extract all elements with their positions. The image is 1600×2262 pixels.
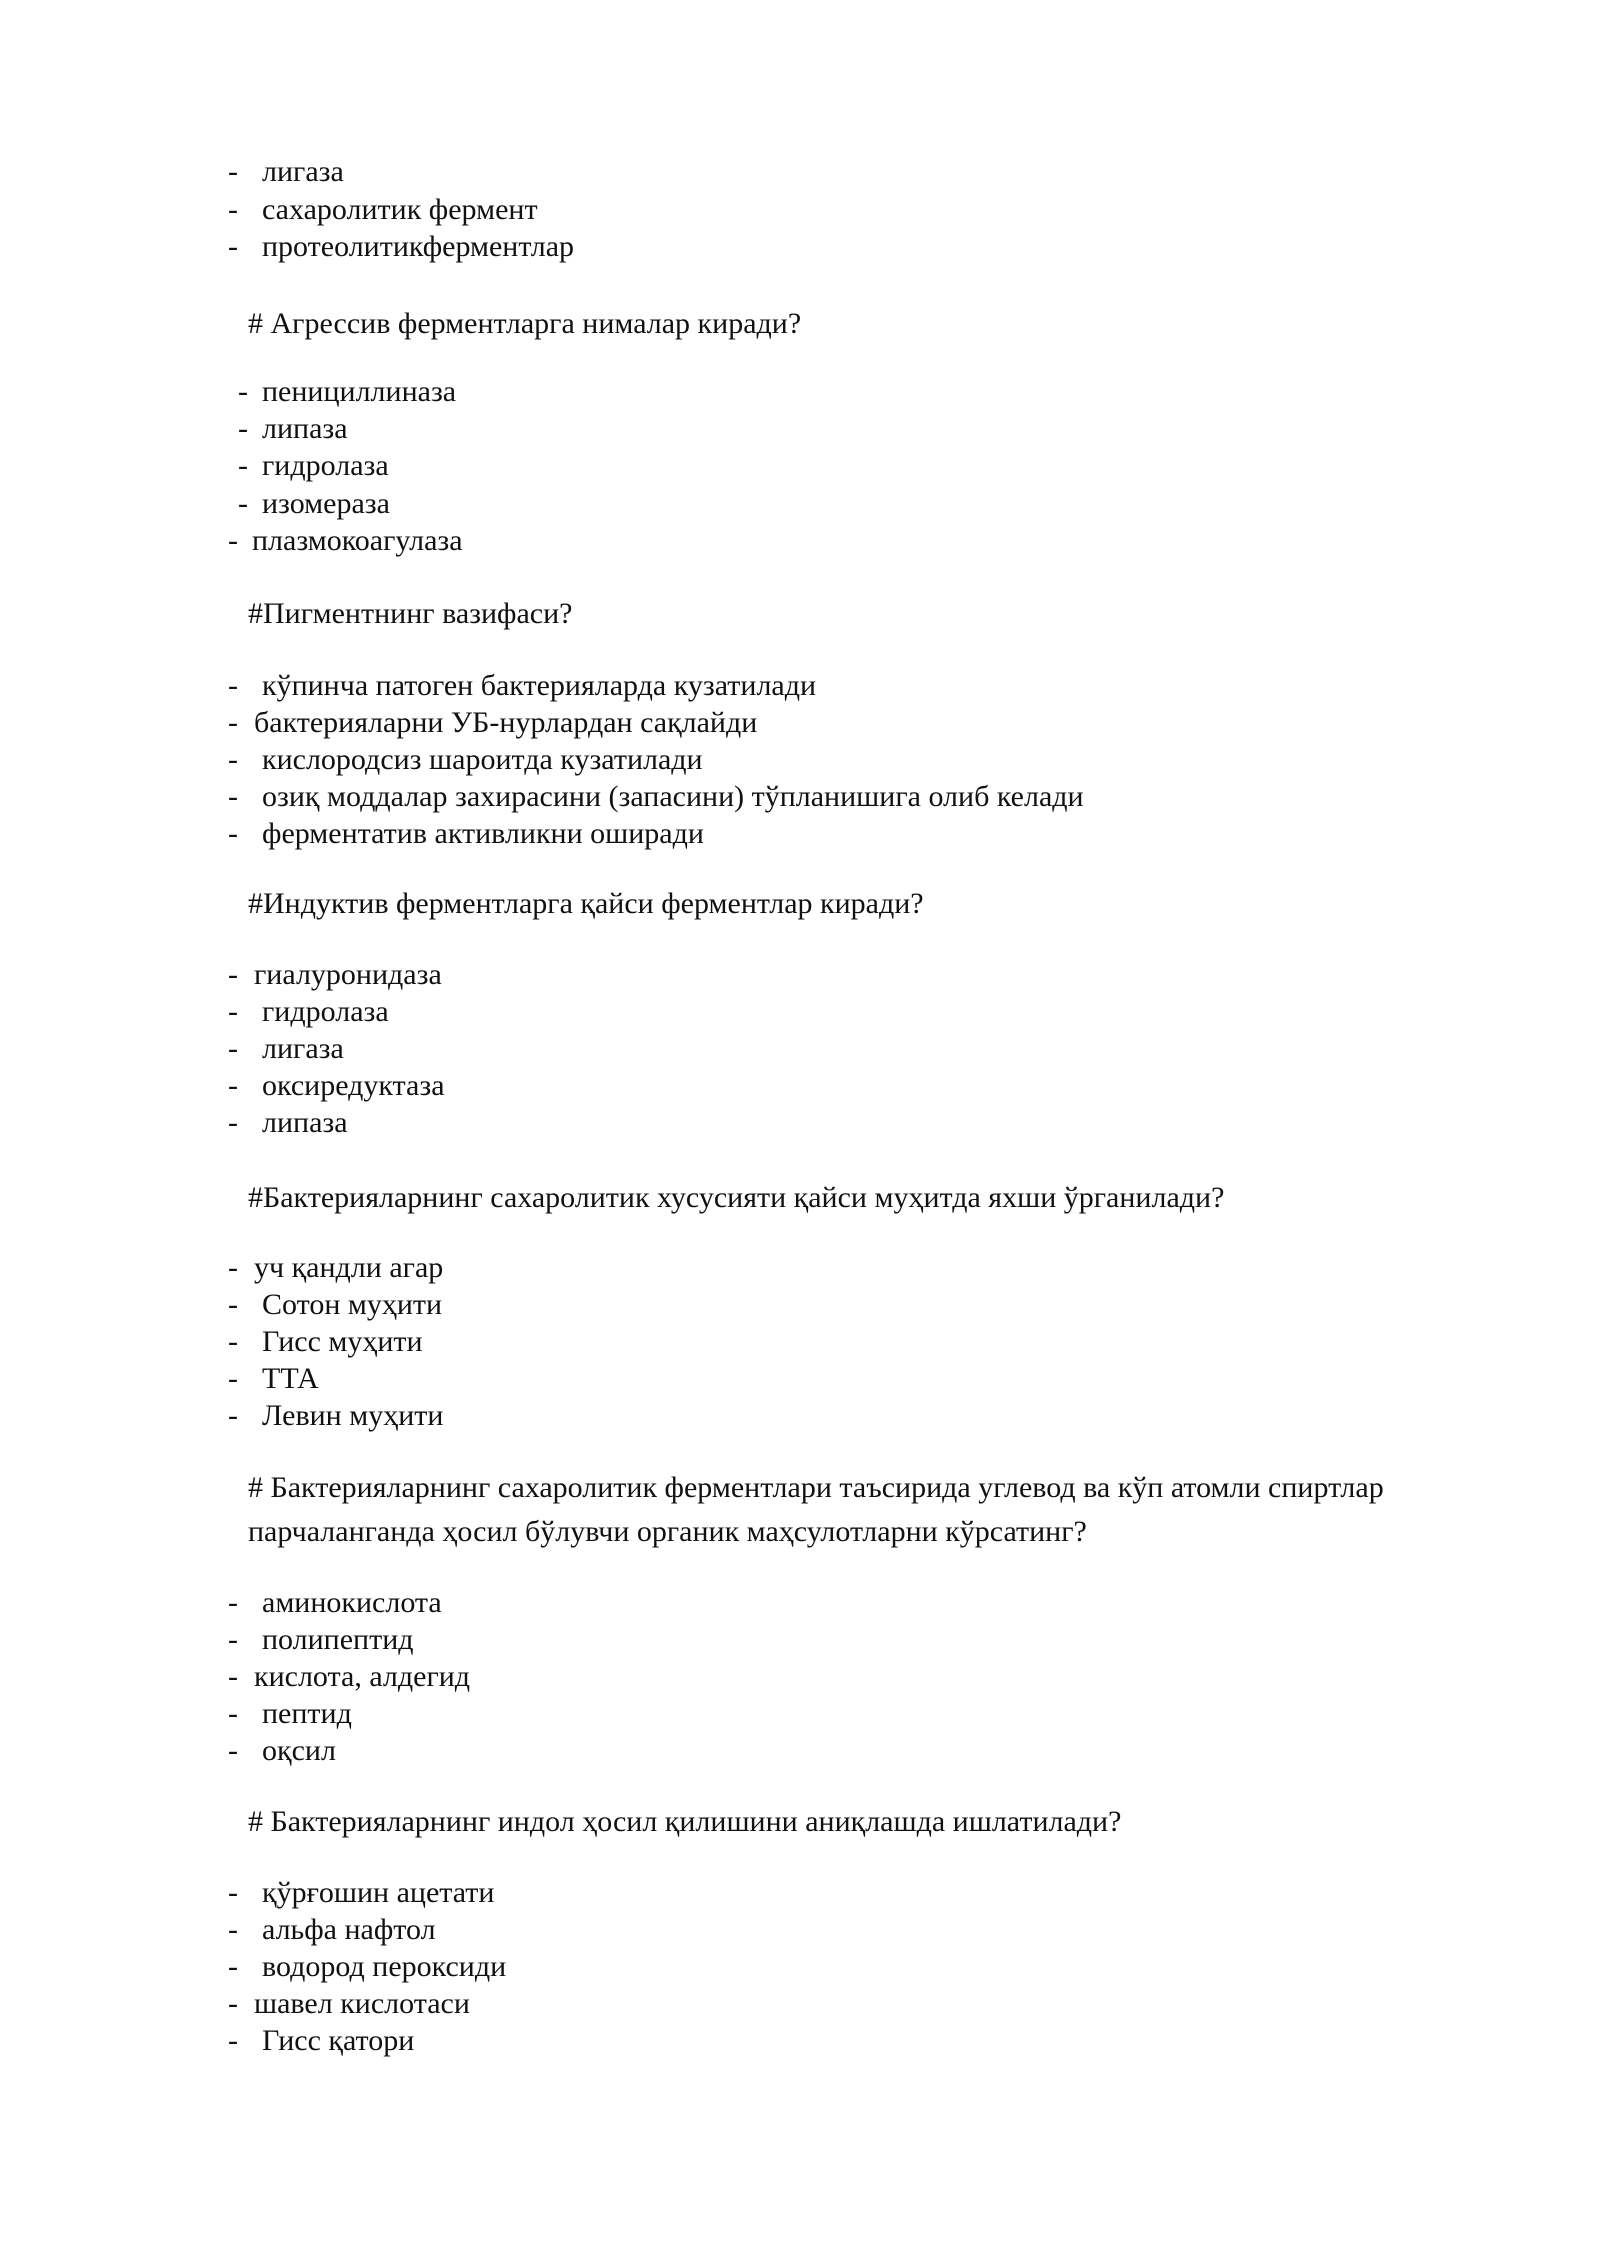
option-line	[228, 1068, 445, 1104]
option-line	[228, 1324, 423, 1360]
option-text: ТТА	[262, 1362, 319, 1395]
option-dash: -	[228, 230, 238, 263]
option-text: уч қандли агар	[254, 1251, 444, 1284]
option-text: протеолитикферментлар	[262, 230, 575, 263]
option-line	[228, 1287, 442, 1323]
option-dash: -	[228, 817, 238, 850]
question-text: #Индуктив ферментларга қайси ферментлар киради?	[248, 887, 924, 920]
option-line	[228, 1361, 319, 1397]
option-line	[228, 1875, 494, 1911]
option-line	[228, 1250, 443, 1286]
option-text: сахаролитик фермент	[262, 193, 538, 226]
option-text: гидролаза	[262, 995, 389, 1028]
option-dash: -	[228, 1913, 238, 1946]
option-text: шавел кислотаси	[254, 1987, 470, 2020]
option-text: озиқ моддалар захирасини (запасини) тўпланишига олиб келади	[262, 780, 1084, 813]
option-text: қўрғошин ацетати	[262, 1876, 495, 1909]
option-line	[228, 705, 757, 741]
option-text: полипептид	[262, 1623, 414, 1656]
option-text: пенициллиназа	[262, 375, 457, 408]
option-line	[228, 1031, 344, 1067]
option-dash: -	[228, 1876, 238, 1909]
option-text: гиалуронидаза	[254, 958, 442, 991]
option-line	[228, 1585, 442, 1621]
option-line	[228, 1986, 470, 2022]
option-line	[228, 1105, 348, 1141]
option-dash: -	[228, 1032, 238, 1065]
option-line	[238, 448, 389, 484]
option-dash: -	[228, 706, 238, 739]
option-dash: -	[228, 1325, 238, 1358]
option-text: ферментатив активликни оширади	[262, 817, 704, 850]
option-dash: -	[228, 1586, 238, 1619]
option-dash: -	[228, 1623, 238, 1656]
option-dash: -	[228, 1251, 238, 1284]
option-dash: -	[228, 1288, 238, 1321]
option-dash: -	[228, 1734, 238, 1767]
option-text: кислота, алдегид	[254, 1660, 471, 1693]
option-dash: -	[228, 1362, 238, 1395]
option-text: кўпинча патоген бактерияларда кузатилади	[262, 669, 817, 702]
option-text: Гисс қатори	[262, 2024, 415, 2057]
option-line	[228, 1949, 506, 1985]
option-dash: -	[238, 487, 248, 520]
option-dash: -	[238, 412, 248, 445]
option-line	[228, 1912, 436, 1948]
option-text: кислородсиз шароитда кузатилади	[262, 743, 703, 776]
option-dash: -	[228, 669, 238, 702]
question-text: #Пигментнинг вазифаси?	[248, 597, 573, 630]
option-text: бактерияларни УБ-нурлардан сақлайди	[254, 706, 758, 739]
option-line	[238, 486, 390, 522]
option-dash: -	[228, 1069, 238, 1102]
option-line	[228, 2023, 414, 2059]
option-line	[228, 742, 703, 778]
option-line	[238, 411, 348, 447]
option-dash: -	[228, 958, 238, 991]
option-line	[228, 1659, 470, 1695]
option-dash: -	[228, 743, 238, 776]
option-text: оқсил	[262, 1734, 336, 1767]
option-text: оксиредуктаза	[262, 1069, 445, 1102]
option-line	[228, 957, 442, 993]
option-text: плазмокоагулаза	[252, 524, 463, 557]
option-text: липаза	[262, 412, 348, 445]
option-dash: -	[228, 155, 238, 188]
option-line	[228, 1696, 352, 1732]
option-dash: -	[238, 375, 248, 408]
option-text: Сотон муҳити	[262, 1288, 443, 1321]
option-text: лигаза	[262, 155, 344, 188]
option-line	[238, 374, 456, 410]
question-text: # Бактерияларнинг сахаролитик ферментлари таъсирида углевод ва кўп атомли спиртлар парчаланганда ҳосил бўлувчи органик маҳсулотларни кўрсатинг?	[248, 1471, 1384, 1548]
option-text: лигаза	[262, 1032, 344, 1065]
option-dash: -	[238, 449, 248, 482]
option-line	[228, 668, 816, 704]
option-line	[228, 994, 389, 1030]
option-dash: -	[228, 995, 238, 1028]
option-dash: -	[228, 524, 238, 557]
option-text: гидролаза	[262, 449, 389, 482]
option-text: альфа нафтол	[262, 1913, 436, 1946]
option-dash: -	[228, 1399, 238, 1432]
question-text: # Агрессив ферментларга нималар киради?	[248, 307, 802, 340]
option-dash: -	[228, 1697, 238, 1730]
option-line	[228, 1622, 414, 1658]
option-text: изомераза	[262, 487, 390, 520]
option-line	[228, 816, 704, 852]
option-dash: -	[228, 1660, 238, 1693]
option-text: липаза	[262, 1106, 348, 1139]
option-line	[228, 523, 463, 559]
option-dash: -	[228, 1987, 238, 2020]
option-text: водород пероксиди	[262, 1950, 507, 1983]
option-line	[228, 779, 1084, 815]
option-dash: -	[228, 2024, 238, 2057]
option-dash: -	[228, 1106, 238, 1139]
option-text: пептид	[262, 1697, 352, 1730]
question-text: #Бактерияларнинг сахаролитик хусусияти қайси муҳитда яхши ўрганилади?	[248, 1181, 1225, 1214]
option-dash: -	[228, 1950, 238, 1983]
option-line	[228, 1398, 443, 1434]
option-line	[228, 192, 538, 228]
option-text: Левин муҳити	[262, 1399, 444, 1432]
option-dash: -	[228, 780, 238, 813]
option-text: аминокислота	[262, 1586, 442, 1619]
option-text: Гисс муҳити	[262, 1325, 423, 1358]
question-text: # Бактерияларнинг индол ҳосил қилишини аниқлашда ишлатилади?	[248, 1805, 1122, 1838]
option-line	[228, 154, 344, 190]
option-line	[228, 229, 574, 265]
option-dash: -	[228, 193, 238, 226]
option-line	[228, 1733, 336, 1769]
